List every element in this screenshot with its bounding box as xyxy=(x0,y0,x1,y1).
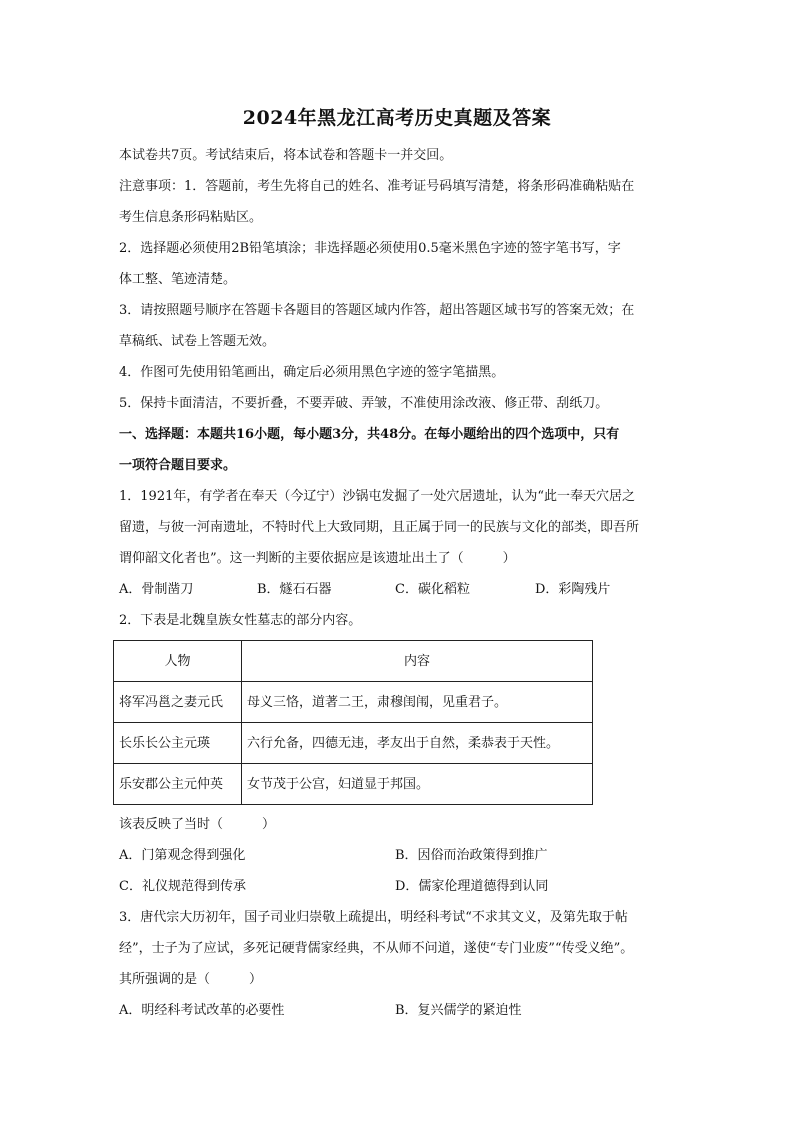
q3-stem-line2: 经”，士子为了应试，多死记硬背儒家经典，不从师不问道，遂使“专门业废”“传受义绝”。 xyxy=(119,941,634,956)
q1-option-d: D．彩陶残片 xyxy=(535,582,611,597)
q2-table xyxy=(113,640,593,805)
note-3b: 草稿纸、试卷上答题无效。 xyxy=(119,334,276,349)
q3-option-b: B．复兴儒学的紧迫性 xyxy=(395,1003,522,1018)
q2-options-row1 xyxy=(119,840,679,871)
q1-option-c: C．碳化稻粒 xyxy=(395,582,470,597)
table-header-content: 内容 xyxy=(242,641,593,682)
table-row xyxy=(114,682,593,723)
table-cell-person: 乐安郡公主元仲英 xyxy=(114,764,242,805)
q2-option-b: B．因俗而治政策得到推广 xyxy=(395,848,548,863)
table-cell-person: 将军冯邕之妻元氏 xyxy=(114,682,242,723)
q2-option-d: D．儒家伦理道德得到认同 xyxy=(395,879,549,894)
note-1a: 注意事项：1．答题前，考生先将自己的姓名、准考证号码填写清楚，将条形码准确粘贴在 xyxy=(119,179,635,194)
table-cell-content: 母义三恪，道著二王，肃穆闺闱，见重君子。 xyxy=(242,682,593,723)
q2-table-wrap xyxy=(113,640,679,805)
table-cell-content: 六行允备，四德无违，孝友出于自然，柔恭表于天性。 xyxy=(242,723,593,764)
table-header-person: 人物 xyxy=(114,641,242,682)
note-2a: 2．选择题必须使用2B铅笔填涂；非选择题必须使用0.5毫米黑色字迹的签字笔书写，字 xyxy=(119,241,621,256)
table-cell-content: 女节茂于公宫，妇道显于邦国。 xyxy=(242,764,593,805)
note-5: 5．保持卡面清洁，不要折叠，不要弄破、弄皱，不准使用涂改液、修正带、刮纸刀。 xyxy=(119,396,609,411)
q1-stem-line3: 谓仰韶文化者也”。这一判断的主要依据应是该遗址出土了（ ） xyxy=(119,551,516,566)
note-3a: 3．请按照题号顺序在答题卡各题目的答题区域内作答，超出答题区域书写的答案无效；在 xyxy=(119,303,635,318)
q1-option-a: A．骨制凿刀 xyxy=(119,582,194,597)
q1-option-b: B．燧石石器 xyxy=(257,582,332,597)
intro-text: 本试卷共7页。考试结束后，将本试卷和答题卡一并交回。 xyxy=(119,148,453,163)
q2-options-row2 xyxy=(119,871,679,902)
note-4: 4．作图可先使用铅笔画出，确定后必须用黑色字迹的签字笔描黑。 xyxy=(119,365,505,380)
table-row xyxy=(114,764,593,805)
q2-stem: 2．下表是北魏皇族女性墓志的部分内容。 xyxy=(119,613,362,628)
page-title: 2024年黑龙江高考历史真题及答案 xyxy=(242,107,552,129)
q3-stem-line1: 3．唐代宗大历初年，国子司业归崇敬上疏提出，明经科考试“不求其文义，及第先取于帖 xyxy=(119,910,628,925)
table-row xyxy=(114,723,593,764)
section-heading-line1: 一、选择题：本题共16小题，每小题3分，共48分。在每小题给出的四个选项中，只有 xyxy=(119,427,620,442)
q3-option-a: A．明经科考试改革的必要性 xyxy=(119,1003,285,1018)
section-heading-line2: 一项符合题目要求。 xyxy=(119,458,237,473)
q3-stem-line3: 其所强调的是（ ） xyxy=(119,972,263,987)
q1-stem-line1: 1．1921年，有学者在奉天（今辽宁）沙锅屯发掘了一处穴居遗址，认为“此一奉天穴居之 xyxy=(119,489,636,504)
exam-content xyxy=(119,140,679,1026)
q1-stem-line2: 留遗，与彼一河南遗址，不特时代上大致同期，且正属于同一的民族与文化的部类，即吾所 xyxy=(119,520,640,535)
note-2b: 体工整、笔迹清楚。 xyxy=(119,272,237,287)
table-cell-person: 长乐长公主元瑛 xyxy=(114,723,242,764)
note-1b: 考生信息条形码粘贴区。 xyxy=(119,210,263,225)
table-header-row xyxy=(114,641,593,682)
q1-options xyxy=(119,574,679,605)
q2-question: 该表反映了当时（ ） xyxy=(119,817,276,832)
q3-options-row1 xyxy=(119,995,679,1026)
q2-option-c: C．礼仪规范得到传承 xyxy=(119,879,246,894)
q2-option-a: A．门第观念得到强化 xyxy=(119,848,246,863)
